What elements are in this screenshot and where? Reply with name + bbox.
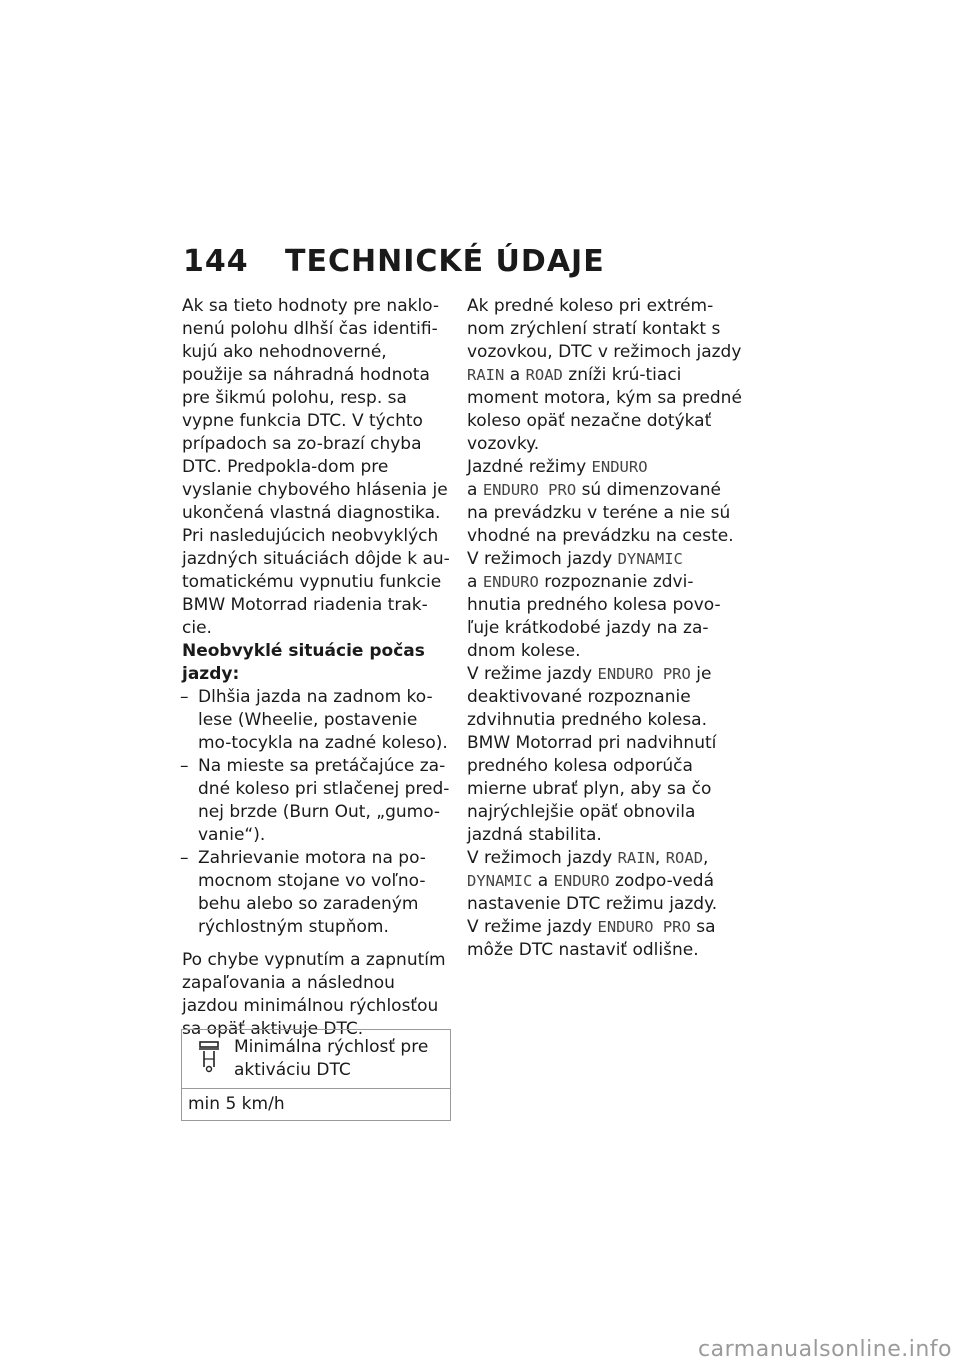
paragraph bbox=[467, 548, 742, 663]
piston-icon bbox=[196, 1039, 224, 1082]
page-header bbox=[183, 244, 605, 279]
mode-enduro-pro: ENDURO PRO bbox=[597, 918, 691, 936]
situations-list bbox=[182, 686, 452, 939]
text: , bbox=[654, 848, 661, 868]
mode-road: ROAD bbox=[525, 366, 563, 384]
text: V režimoch jazdy bbox=[467, 549, 613, 569]
spec-value: min 5 km/h bbox=[188, 1094, 285, 1114]
text: je deaktivované rozpoznanie zdvihnutia predného kolesa. bbox=[467, 664, 712, 730]
mode-dynamic: DYNAMIC bbox=[617, 550, 683, 568]
text: , bbox=[703, 848, 709, 868]
paragraph bbox=[467, 916, 742, 962]
text: a bbox=[467, 480, 478, 500]
list-item: – Zahrievanie motora na po-mocnom stojane vo voľno-behu alebo so zaradeným rýchlostným stupňom. bbox=[182, 847, 452, 939]
paragraph: Pri nasledujúcich neobvyklých jazdných situáciách dôjde k au-tomatickému vypnutiu funkcie BMW Motorrad riadenia trak-cie. bbox=[182, 526, 450, 638]
left-column bbox=[182, 295, 452, 1041]
paragraph bbox=[467, 663, 742, 732]
text: rozpoznanie zdvi-hnutia predného kolesa povo-ľuje krátkodobé jazdy na za-dnom kolese. bbox=[467, 572, 721, 661]
mode-dynamic: DYNAMIC bbox=[467, 872, 533, 890]
text: sú dimenzované na prevádzku v teréne a nie sú vhodné na prevádzku na ceste. bbox=[467, 480, 734, 546]
text: V režime jazdy bbox=[467, 664, 593, 684]
mode-rain: RAIN bbox=[467, 366, 505, 384]
right-column bbox=[467, 295, 742, 962]
text: a bbox=[537, 871, 549, 891]
mode-enduro-pro: ENDURO PRO bbox=[482, 481, 577, 499]
section-heading: Neobvyklé situácie počas jazdy: bbox=[182, 641, 425, 684]
mode-road: ROAD bbox=[665, 849, 704, 867]
paragraph bbox=[467, 295, 742, 456]
text: a bbox=[467, 572, 478, 592]
spec-label: Minimálna rýchlosť pre aktiváciu DTC bbox=[234, 1037, 429, 1080]
mode-enduro-pro: ENDURO PRO bbox=[597, 665, 691, 683]
page-title: TECHNICKÉ ÚDAJE bbox=[285, 244, 605, 279]
mode-enduro: ENDURO bbox=[591, 458, 648, 476]
text: Jazdné režimy bbox=[467, 457, 587, 477]
paragraph: Po chybe vypnutím a zapnutím zapaľovania a následnou jazdou minimálnou rýchlosťou sa opäť aktivuje DTC. bbox=[182, 950, 446, 1039]
text: zníži krú-tiaci moment motora, kým sa predné koleso opäť nezačne dotýkať vozovky. bbox=[467, 365, 742, 454]
spec-header-row bbox=[182, 1030, 450, 1089]
mode-enduro: ENDURO bbox=[482, 573, 539, 591]
paragraph: BMW Motorrad pri nadvihnutí predného kolesa odporúča mierne ubrať plyn, aby sa čo najrýchlejšie opäť obnovila jazdná stabilita. bbox=[467, 733, 717, 845]
mode-rain: RAIN bbox=[617, 849, 655, 867]
paragraph bbox=[467, 456, 742, 548]
mode-enduro: ENDURO bbox=[553, 872, 610, 890]
watermark: carmanualsonline.info bbox=[698, 1337, 952, 1362]
list-item: – Na mieste sa pretáčajúce za-dné koleso pri stlačenej pred-nej brzde (Burn Out, „gumo-vanie“). bbox=[182, 755, 452, 847]
list-item: – Dlhšia jazda na zadnom ko-lese (Wheelie, postavenie mo-tocykla na zadné koleso). bbox=[182, 686, 452, 755]
text: zodpo-vedá nastavenie DTC režimu jazdy. bbox=[467, 871, 718, 914]
text: V režime jazdy bbox=[467, 917, 593, 937]
paragraph: Ak sa tieto hodnoty pre naklo-nenú polohu dlhší čas identifi-kujú ako nehodnoverné, použije sa náhradná hodnota pre šikmú polohu, resp. sa vypne funkcia DTC. V týchto prípadoch sa zo-brazí chyba DTC. Predpokla-dom pre vyslanie chybového hlásenia je ukončená vlastná diagnostika. bbox=[182, 296, 448, 523]
text: Ak predné koleso pri extrém-nom zrýchlení stratí kontakt s vozovkou, DTC v režimoch jazdy bbox=[467, 296, 742, 362]
text: sa môže DTC nastaviť odlišne. bbox=[467, 917, 716, 960]
text: V režimoch jazdy bbox=[467, 848, 613, 868]
text: a bbox=[509, 365, 521, 385]
page-number: 144 bbox=[183, 244, 249, 279]
paragraph bbox=[467, 847, 742, 916]
spec-table bbox=[181, 1029, 451, 1121]
